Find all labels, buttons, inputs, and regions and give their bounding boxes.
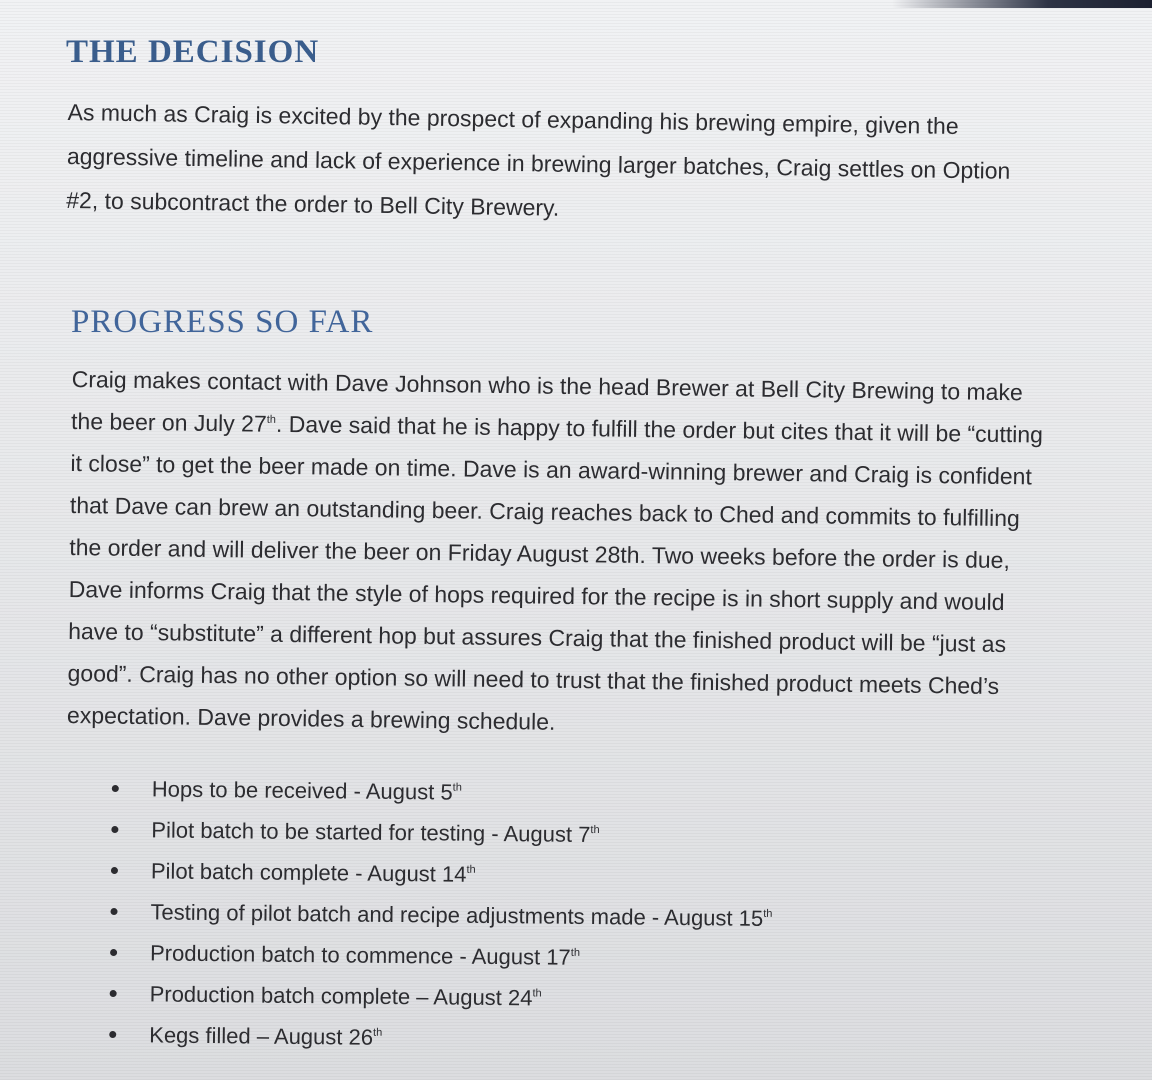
schedule-item-text: Pilot batch to be started for testing - August 7th — [151, 817, 600, 848]
paragraph-line: Dave informs Craig that the style of hops required for the recipe is in short supply and would — [68, 575, 1005, 616]
bullet-icon — [111, 826, 118, 833]
schedule-item-text: Kegs filled – August 26th — [149, 1022, 383, 1050]
screen-edge — [892, 0, 1152, 8]
paragraph-line: the beer on July 27th. Dave said that he is happy to fulfill the order but cites that it will be “cutting — [70, 407, 1044, 448]
schedule-item-text: Production batch complete – August 24th — [149, 981, 542, 1011]
paragraph-line: that Dave can brew an outstanding beer. Craig reaches back to Ched and commits to fulfilling — [69, 491, 1020, 532]
schedule-item-text: Pilot batch complete - August 14th — [150, 858, 476, 887]
paragraph-line: good”. Craig has no other option so will need to trust that the finished product meets Ched’s — [67, 659, 1000, 699]
decision-paragraph — [66, 90, 1011, 237]
progress-paragraph — [67, 358, 1044, 750]
paragraph-line: aggressive timeline and lack of experience in brewing larger batches, Craig settles on Option — [66, 142, 1011, 184]
paragraph-line: the order and will deliver the beer on Friday August 28th. Two weeks before the order is due, — [69, 533, 1011, 574]
schedule-item-text: Production batch to commence - August 17th — [149, 940, 581, 970]
bullet-icon — [110, 990, 117, 997]
bullet-icon — [112, 785, 119, 792]
paragraph-line: As much as Craig is excited by the prospect of expanding his brewing empire, given the — [67, 98, 959, 139]
bullet-icon — [110, 908, 117, 915]
progress-heading: PROGRESS SO FAR — [71, 304, 374, 340]
schedule-item-text: Testing of pilot batch and recipe adjustments made - August 15th — [150, 899, 773, 931]
bullet-icon — [110, 949, 117, 956]
paragraph-line: #2, to subcontract the order to Bell City Brewery. — [66, 186, 560, 221]
paragraph-line: have to “substitute” a different hop but assures Craig that the finished product will be “just as — [68, 617, 1007, 658]
brewing-schedule-list — [109, 770, 773, 1057]
schedule-item-text: Hops to be received - August 5th — [151, 776, 462, 805]
paragraph-line: it close” to get the beer made on time. Dave is an award-winning brewer and Craig is confident — [70, 449, 1033, 490]
paragraph-line: Craig makes contact with Dave Johnson who is the head Brewer at Bell City Brewing to make — [71, 365, 1023, 406]
bullet-icon — [109, 1031, 116, 1038]
paragraph-line: expectation. Dave provides a brewing schedule. — [66, 701, 556, 735]
decision-heading: THE DECISION — [66, 34, 320, 70]
bullet-icon — [111, 867, 118, 874]
